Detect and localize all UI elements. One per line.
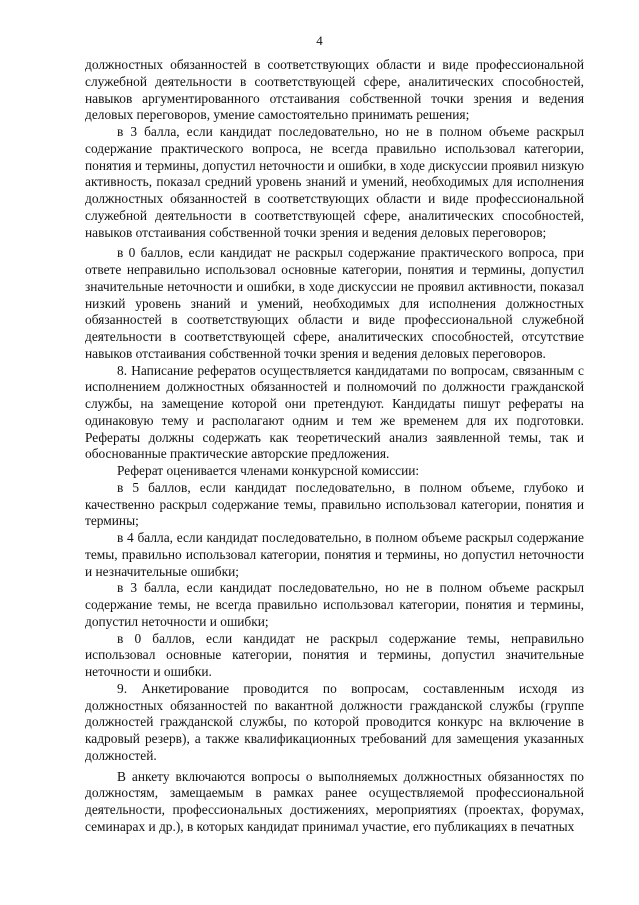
- paragraph-7: в 4 балла, если кандидат последовательно, в полном объеме раскрыл содержание темы, правильно использовал категории, понятия и термины, но допустил неточности и незначительные ошибки;: [85, 530, 584, 579]
- body-text: [85, 57, 584, 836]
- paragraph-8: в 3 балла, если кандидат последовательно, но не в полном объеме раскрыл содержание темы, не всегда правильно использовал категории, понятия и термины, допустил неточности и ошибки;: [85, 580, 584, 629]
- paragraph-5: Реферат оценивается членами конкурсной комиссии:: [117, 463, 420, 478]
- paragraph-6: в 5 баллов, если кандидат последовательно, в полном объеме, глубоко и качественно раскрыл содержание темы, правильно использовал категории, понятия и термины;: [85, 479, 584, 529]
- paragraph-2: в 3 балла, если кандидат последовательно, но не в полном объеме раскрыл содержание практического вопроса, не всегда правильно использовал категории, понятия и термины, допустил неточности и ошибки, в ходе дискуссии проявил низкую активность, показал средний уровень знаний и умений, необходимых для исполнения должностных обязанностей в соответствующих области и виде профессиональной служебной деятельности в соответствующей сфере, аналитических способностей, навыков отстаивания собственной точки зрения и ведения деловых переговоров;: [85, 124, 584, 240]
- paragraph-4: 8. Написание рефератов осуществляется кандидатами по вопросам, связанным с исполнением должностных обязанностей и полномочий по должности гражданской службы, на замещение которой они претендуют. Кандидаты пишут рефераты на одинаковую тему и располагают одним и тем же временем для их подготовки. Рефераты должны содержать как теоретический анализ заявленной темы, так и обоснованные практические авторские предложения.: [85, 362, 584, 462]
- paragraph-1: должностных обязанностей в соответствующих области и виде профессиональной служебной деятельности в соответствующей сфере, аналитических способностей, навыков аргументированного отстаивания собственной точки зрения и ведения деловых переговоров, умение самостоятельно принимать решения;: [85, 57, 584, 123]
- paragraph-3: в 0 баллов, если кандидат не раскрыл содержание практического вопроса, при ответе неправильно использовал основные категории, понятия и термины, допустил значительные неточности и ошибки, в ходе дискуссии не проявил активности, показал низкий уровень знаний и умений, необходимых для исполнения должностных обязанностей в соответствующих области и виде профессиональной служебной деятельности в соответствующей сфере, аналитических способностей, отсутствие навыков отстаивания собственной точки зрения и ведения деловых переговоров.: [85, 245, 584, 361]
- page-number: 4: [316, 33, 323, 48]
- paragraph-10: 9. Анкетирование проводится по вопросам, составленным исходя из должностных обязанностей по вакантной должности гражданской службы (группе должностей гражданской службы, по которой проводится конкурс на включение в кадровый резерв), а также квалификационных требований для замещения указанных должностей.: [85, 680, 584, 763]
- paragraph-11: В анкету включаются вопросы о выполняемых должностных обязанностях по должностям, замещаемым в рамках ранее осуществляемой профессиональной деятельности, профессиональных достижениях, мероприятиях (проектах, форумах, семинарах и др.), в которых кандидат принимал участие, его публикациях в печатных: [85, 768, 584, 834]
- paragraph-9: в 0 баллов, если кандидат не раскрыл содержание темы, неправильно использовал основные категории, понятия и термины, допустил значительные неточности и ошибки.: [85, 630, 584, 679]
